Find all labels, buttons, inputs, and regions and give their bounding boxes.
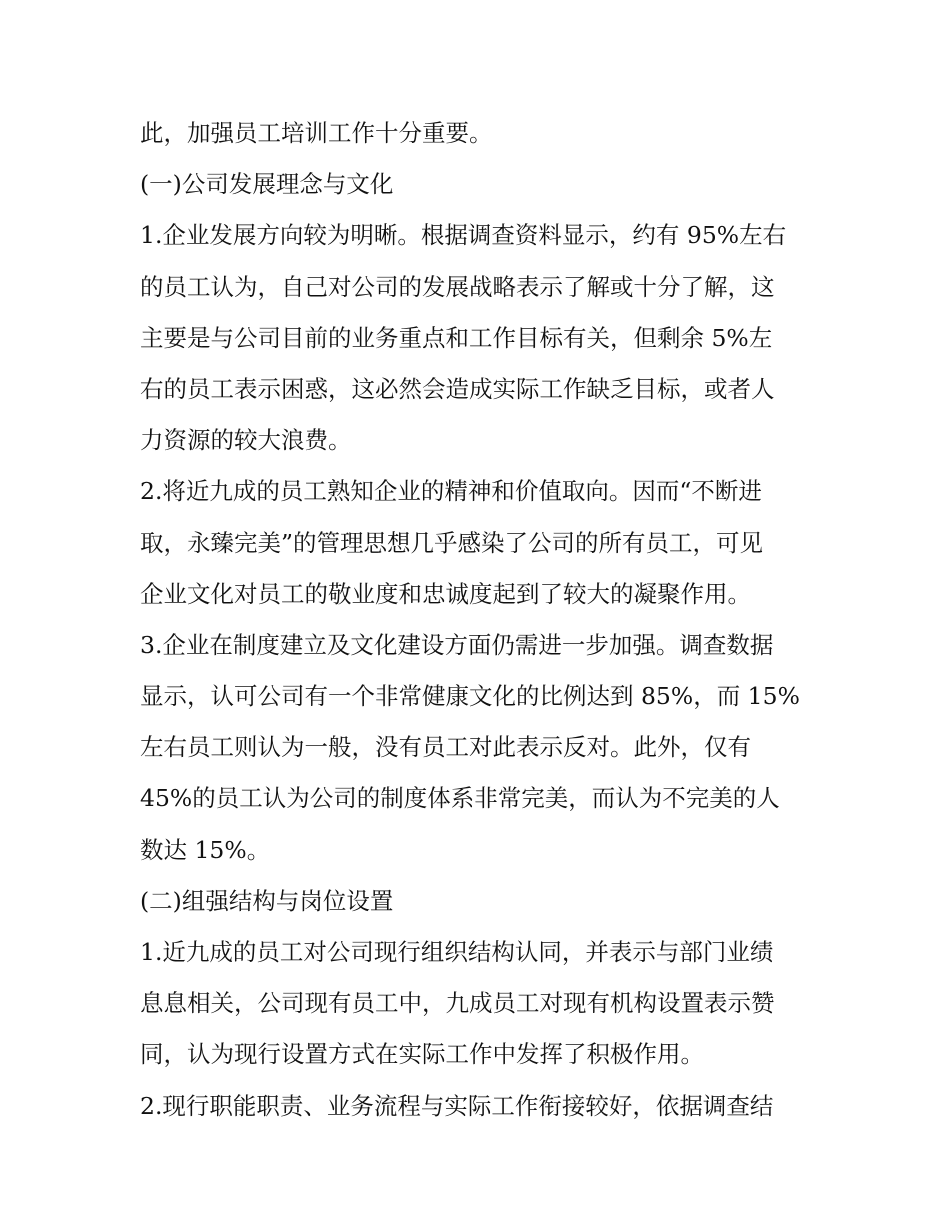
text-line: 2.将近九成的员工熟知企业的精神和价值取向。因而“不断进 <box>140 477 762 506</box>
text-line: 数达 15%。 <box>140 835 271 864</box>
text-line: 2.现行职能职责、业务流程与实际工作衔接较好，依据调查结 <box>140 1091 774 1120</box>
text-line: 显示，认可公司有一个非常健康文化的比例达到 85%，而 15% <box>140 682 800 711</box>
text-line: 此，加强员工培训工作十分重要。 <box>140 119 493 147</box>
section-heading: (一)公司发展理念与文化 <box>140 170 394 199</box>
text-line: 同，认为现行设置方式在实际工作中发挥了积极作用。 <box>140 1040 704 1069</box>
section-heading: (二)组强结构与岗位设置 <box>140 886 394 915</box>
text-line: 1.近九成的员工对公司现行组织结构认同，并表示与部门业绩 <box>140 938 774 966</box>
text-line: 45%的员工认为公司的制度体系非常完美，而认为不完美的人 <box>140 784 780 813</box>
text-line: 企业文化对员工的敬业度和忠诚度起到了较大的凝聚作用。 <box>140 579 751 608</box>
text-line: 力资源的较大浪费。 <box>140 426 352 455</box>
text-line: 右的员工表示困惑，这必然会造成实际工作缺乏目标，或者人 <box>140 374 775 403</box>
text-line: 主要是与公司目前的业务重点和工作目标有关，但剩余 5%左 <box>140 323 773 352</box>
text-line: 取，永臻完美”的管理思想几乎感染了公司的所有员工，可见 <box>140 528 764 557</box>
text-line: 左右员工则认为一般，没有员工对此表示反对。此外，仅有 <box>140 733 751 762</box>
document-body <box>140 108 820 1132</box>
text-line: 1.企业发展方向较为明晰。根据调查资料显示，约有 95%左右 <box>140 221 787 250</box>
text-line: 的员工认为，自己对公司的发展战略表示了解或十分了解，这 <box>140 272 775 301</box>
text-line: 息息相关，公司现有员工中，九成员工对现有机构设置表示赞 <box>140 989 775 1018</box>
text-line: 3.企业在制度建立及文化建设方面仍需进一步加强。调查数据 <box>140 630 774 659</box>
